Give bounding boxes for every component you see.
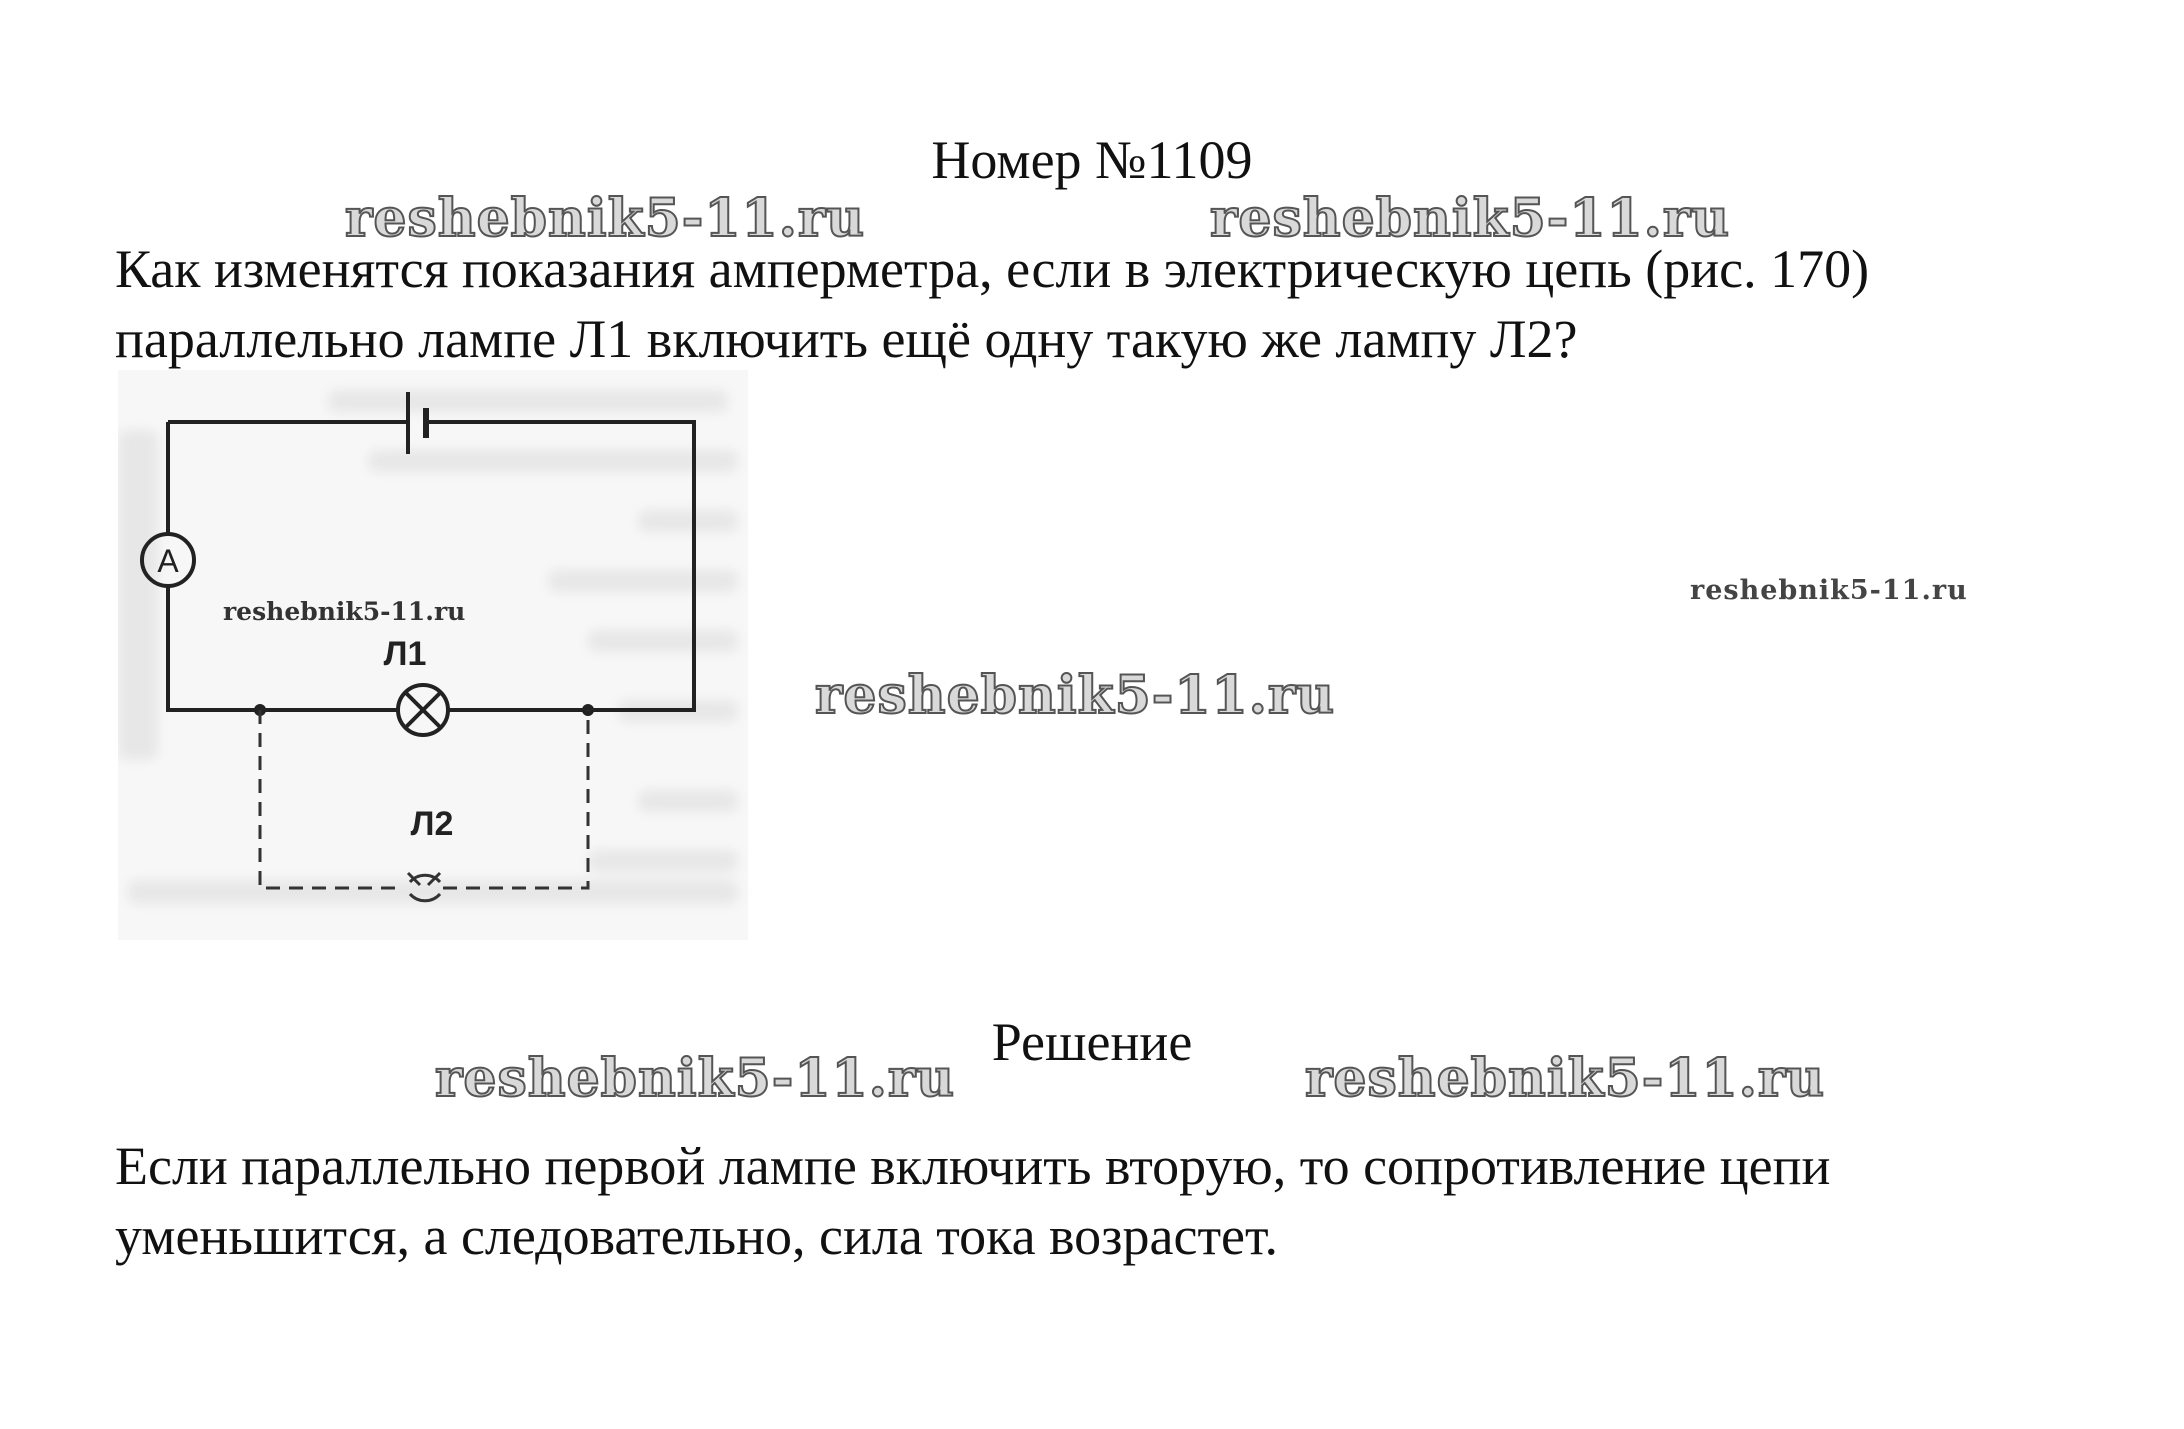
page-title: Номер №1109 [931,130,1253,190]
scan-background [118,370,748,940]
lamp2-label: Л2 [410,805,454,843]
watermark-bottom-right: reshebnik5-11.ru [1305,1048,1826,1109]
solution-line-2: уменьшится, а следовательно, сила тока возрастет. [115,1206,1279,1266]
circuit-diagram [118,370,758,950]
solution-line-1: Если параллельно первой лампе включить вторую, то сопротивление цепи [115,1136,1831,1196]
lamp1-label: Л1 [383,635,427,673]
watermark-right-small: reshebnik5-11.ru [1690,575,1968,606]
watermark-top-left: reshebnik5-11.ru [345,188,866,249]
ammeter-label: A [157,543,179,579]
watermark-top-right: reshebnik5-11.ru [1210,188,1731,249]
watermark-bottom-left: reshebnik5-11.ru [435,1048,956,1109]
watermark-center: reshebnik5-11.ru [815,665,1336,726]
solution-title: Решение [991,1012,1193,1072]
problem-line-1: Как изменятся показания амперметра, если в электрическую цепь (рис. 170) [115,239,1870,299]
figure-watermark: reshebnik5-11.ru [223,597,466,626]
problem-line-2: параллельно лампе Л1 включить ещё одну такую же лампу Л2? [115,309,1578,369]
